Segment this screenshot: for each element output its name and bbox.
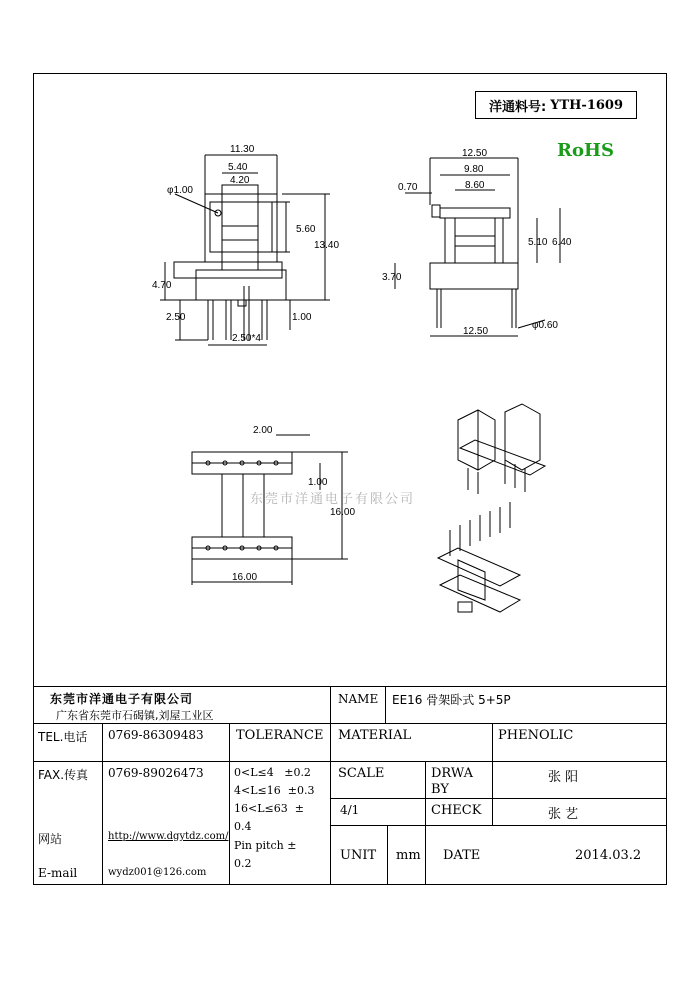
side-dim-h3: 3.70: [382, 272, 402, 283]
tel-label: TEL.电话: [38, 730, 88, 744]
drawn-by-value: 张 阳: [548, 770, 579, 785]
scale-value: 4/1: [340, 803, 360, 817]
front-dim-base-height: 4.70: [152, 280, 172, 291]
side-dim-h2: 6.40: [552, 237, 572, 248]
company-address: 广东省东莞市石碣镇,刘屋工业区: [56, 709, 214, 722]
front-dim-width-core: 4.20: [230, 175, 250, 186]
tolerance-row-1: 0<L≤4 ±0.2: [234, 766, 311, 779]
website-link[interactable]: http://www.dgytdz.com/: [108, 831, 229, 842]
material-label: MATERIAL: [338, 728, 412, 743]
side-dim-width-total: 12.50: [462, 148, 488, 159]
isometric-view-top: [458, 404, 545, 494]
scale-label: SCALE: [338, 766, 385, 781]
part-number-value: YTH-1609: [550, 97, 624, 113]
email-value: wydz001@126.com: [108, 867, 207, 878]
bottom-dim-w1: 2.00: [253, 425, 273, 436]
unit-value: mm: [396, 848, 421, 863]
rohs-mark: RoHS: [557, 140, 614, 161]
date-label: DATE: [443, 848, 481, 863]
bottom-dim-width: 16.00: [232, 572, 258, 583]
unit-label: UNIT: [340, 848, 377, 863]
fax-label: FAX.传真: [38, 768, 89, 782]
front-dim-standoff: 1.00: [292, 312, 312, 323]
side-dim-width-core: 8.60: [465, 180, 485, 191]
company-name: 东莞市洋通电子有限公司: [50, 692, 194, 706]
part-number-label: 洋通料号:: [488, 99, 547, 115]
name-label: NAME: [338, 692, 379, 706]
tolerance-row-2: 4<L≤16 ±0.3: [234, 784, 315, 797]
drawn-by-label: DRWA: [431, 766, 474, 781]
front-dim-width-mid: 5.40: [228, 162, 248, 173]
tolerance-row-3: 16<L≤63 ±: [234, 802, 304, 815]
bottom-dim-h2: 16.00: [330, 507, 356, 518]
check-label: CHECK: [431, 803, 482, 818]
check-value: 张 艺: [548, 807, 579, 822]
tolerance-row-4b: 0.2: [234, 857, 252, 870]
side-dim-pin-span: 12.50: [463, 326, 489, 337]
front-dim-hole: φ1.00: [167, 185, 193, 196]
tel-value: 0769-86309483: [108, 728, 204, 742]
date-value: 2014.03.2: [575, 848, 642, 863]
side-dim-lip: 0.70: [398, 182, 418, 193]
isometric-view-bottom: [438, 502, 520, 612]
front-dim-pin-length: 2.50: [166, 312, 186, 323]
website-label: 网站: [38, 832, 63, 846]
front-dim-width-total: 11.30: [230, 144, 255, 155]
side-dim-h1: 5.10: [528, 237, 548, 248]
name-value: EE16 骨架卧式 5+5P: [392, 693, 511, 707]
tolerance-row-4: Pin pitch ±: [234, 839, 297, 852]
front-dim-pitch: 2.50*4: [232, 333, 261, 344]
bottom-dim-h1: 1.00: [308, 477, 328, 488]
tolerance-label: TOLERANCE: [236, 728, 324, 743]
watermark: 东莞市洋通电子有限公司: [250, 492, 416, 507]
fax-value: 0769-89026473: [108, 766, 204, 780]
email-label: E-mail: [38, 866, 78, 880]
tolerance-row-3b: 0.4: [234, 820, 252, 833]
drawn-by-label-2: BY: [431, 782, 449, 797]
bottom-view: [192, 435, 348, 585]
side-dim-width-flange: 9.80: [464, 164, 484, 175]
material-value: PHENOLIC: [498, 728, 574, 743]
front-dim-height-total: 13.40: [314, 240, 340, 251]
front-dim-window-height: 5.60: [296, 224, 316, 235]
side-dim-pin-diameter: φ0.60: [532, 320, 558, 331]
